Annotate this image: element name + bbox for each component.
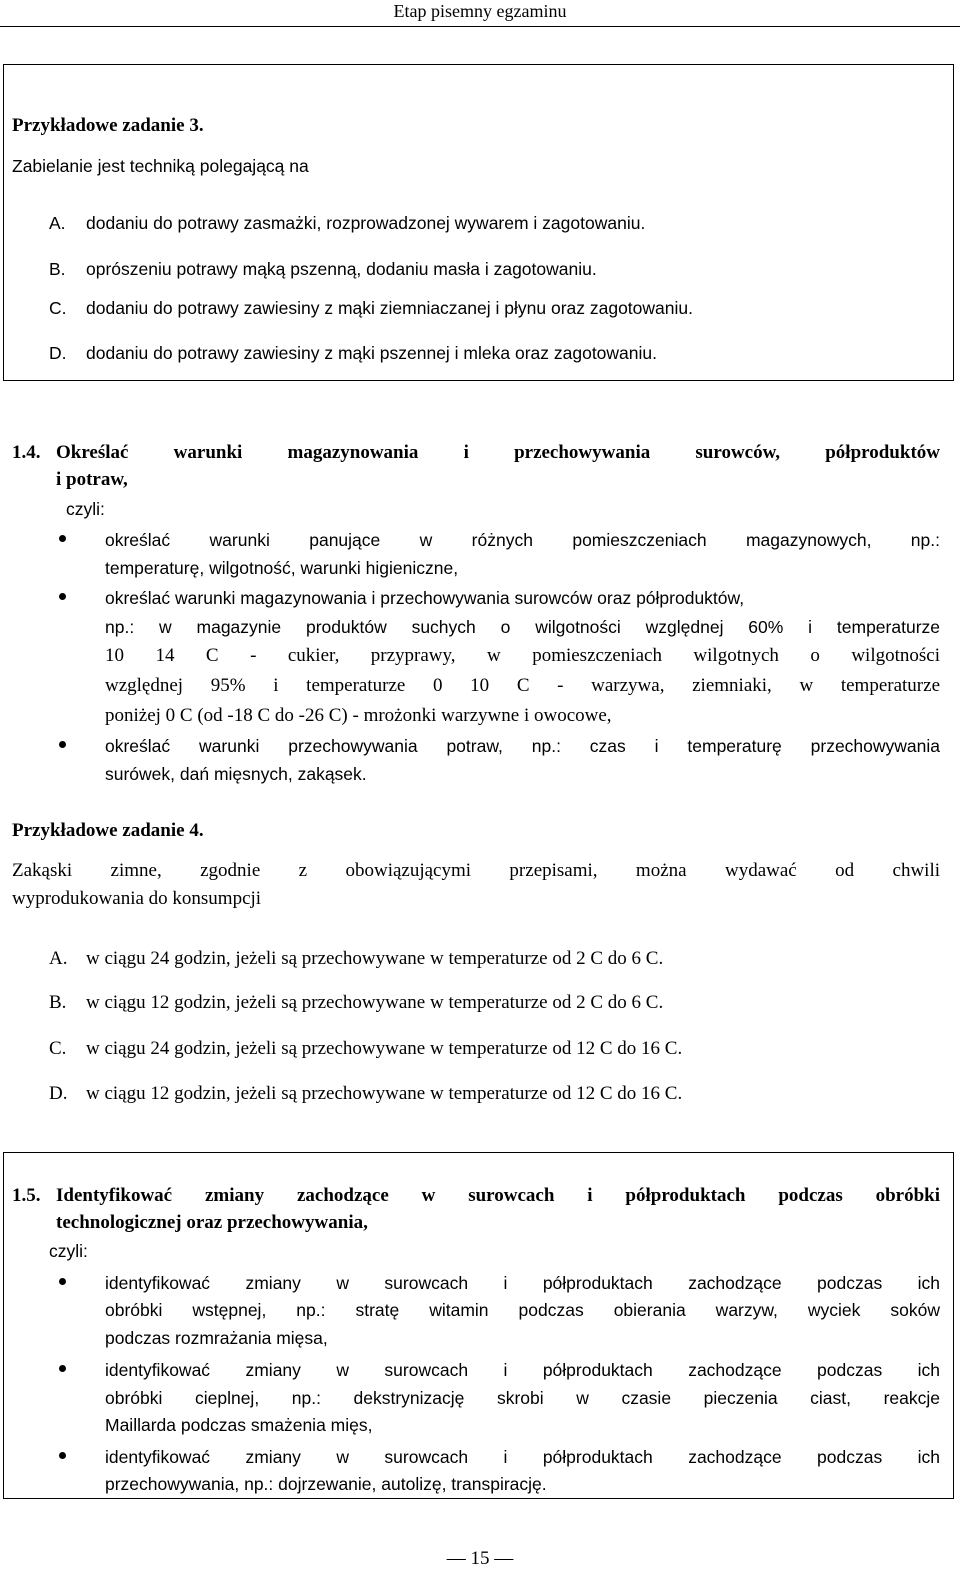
section-1-4-item: temperaturę, wilgotność, warunki higieniczne, [105, 558, 459, 578]
example-4-question-cont: wyprodukowania do konsumpcji [12, 888, 262, 909]
section-1-5-item: podczas rozmrażania mięsa, [105, 1328, 328, 1348]
page-header [0, 0, 960, 27]
example-3-option-letter: A. [49, 213, 66, 233]
dash-right: — [489, 1548, 514, 1569]
example-4-question: Zakąski zimne, zgodnie z obowiązującymi przepisami, można wydawać od chwili [12, 860, 940, 881]
example-3-option-letter: D. [49, 343, 67, 363]
section-1-5-item: obróbki cieplnej, np.: dekstrynizację skrobi w czasie pieczenia ciast, reakcje [105, 1388, 940, 1408]
bullet [59, 1278, 66, 1285]
section-1-5-item: identyfikować zmiany w surowcach i półproduktach zachodzące podczas ich [105, 1447, 940, 1467]
example-3-option-text: dodaniu do potrawy zawiesiny z mąki ziemniaczanej i płynu oraz zagotowaniu. [86, 298, 693, 318]
section-1-4-number: 1.4. [12, 442, 41, 463]
section-1-4-item: 10 14 C - cukier, przyprawy, w pomieszczeniach wilgotnych o wilgotności [105, 645, 940, 666]
section-1-4-czyli: czyli: [66, 499, 105, 519]
bullet [59, 1452, 66, 1459]
page-number [0, 1548, 960, 1570]
example-3-option-letter: B. [49, 259, 66, 279]
example-4-option-text: w ciągu 12 godzin, jeżeli są przechowywane w temperaturze od 12 C do 16 C. [86, 1083, 683, 1104]
example-4-option-letter: D. [49, 1083, 68, 1104]
section-1-4-item: określać warunki panujące w różnych pomieszczeniach magazynowych, np.: [105, 530, 940, 550]
section-1-4-item: np.: w magazynie produktów suchych o wilgotności względnej 60% i temperaturze [105, 617, 940, 637]
section-1-5-title: Identyfikować zmiany zachodzące w surowcach i półproduktach podczas obróbki [56, 1185, 940, 1206]
page-number-value: 15 [470, 1548, 490, 1569]
example-4-heading: Przykładowe zadanie 4. [12, 820, 204, 841]
section-1-5-item: przechowywania, np.: dojrzewanie, autolizę, transpirację. [105, 1474, 547, 1494]
bullet [59, 593, 66, 600]
section-1-4-item: względnej 95% i temperaturze 0 10 C - warzywa, ziemniaki, w temperaturze [105, 675, 940, 696]
section-1-5-title-cont: technologicznej oraz przechowywania, [56, 1212, 368, 1233]
example-4-option-letter: B. [49, 992, 67, 1013]
bullet [59, 535, 66, 542]
section-1-5-number: 1.5. [12, 1185, 41, 1206]
section-1-4-title-cont: i potraw, [56, 469, 128, 490]
section-1-4-title: Określać warunki magazynowania i przechowywania surowców, półproduktów [56, 442, 940, 463]
example-4-option-letter: C. [49, 1038, 67, 1059]
bullet [59, 741, 66, 748]
section-1-5-item: identyfikować zmiany w surowcach i półproduktach zachodzące podczas ich [105, 1273, 940, 1293]
section-1-4-item: surówek, dań mięsnych, zakąsek. [105, 764, 367, 784]
example-3-option-text: dodaniu do potrawy zawiesiny z mąki pszennej i mleka oraz zagotowaniu. [86, 343, 657, 363]
example-3-question: Zabielanie jest techniką polegającą na [12, 156, 309, 176]
dash-left: — [446, 1548, 471, 1569]
example-4-option-text: w ciągu 12 godzin, jeżeli są przechowywane w temperaturze od 2 C do 6 C. [86, 992, 664, 1013]
header-title: Etap pisemny egzaminu [393, 1, 567, 21]
section-1-4-item: określać warunki przechowywania potraw, np.: czas i temperaturę przechowywania [105, 736, 940, 756]
example-4-option-text: w ciągu 24 godzin, jeżeli są przechowywane w temperaturze od 12 C do 16 C. [86, 1038, 683, 1059]
example-3-option-text: dodaniu do potrawy zasmażki, rozprowadzonej wywarem i zagotowaniu. [86, 213, 646, 233]
example-3-heading: Przykładowe zadanie 3. [12, 115, 204, 136]
section-1-5-item: identyfikować zmiany w surowcach i półproduktach zachodzące podczas ich [105, 1360, 940, 1380]
example-3-option-text: oprószeniu potrawy mąką pszenną, dodaniu masła i zagotowaniu. [86, 259, 597, 279]
bullet [59, 1365, 66, 1372]
example-3-option-letter: C. [49, 298, 67, 318]
example-4-option-text: w ciągu 24 godzin, jeżeli są przechowywane w temperaturze od 2 C do 6 C. [86, 948, 664, 969]
section-1-5-czyli: czyli: [49, 1241, 88, 1261]
section-1-5-item: obróbki wstępnej, np.: stratę witamin podczas obierania warzyw, wyciek soków [105, 1300, 940, 1320]
section-1-5-item: Maillarda podczas smażenia mięs, [105, 1415, 373, 1435]
section-1-4-item: poniżej 0 C (od -18 C do -26 C) - mrożonki warzywne i owocowe, [105, 705, 612, 726]
section-1-4-item: określać warunki magazynowania i przechowywania surowców oraz półproduktów, [105, 588, 745, 608]
example-4-option-letter: A. [49, 948, 68, 969]
